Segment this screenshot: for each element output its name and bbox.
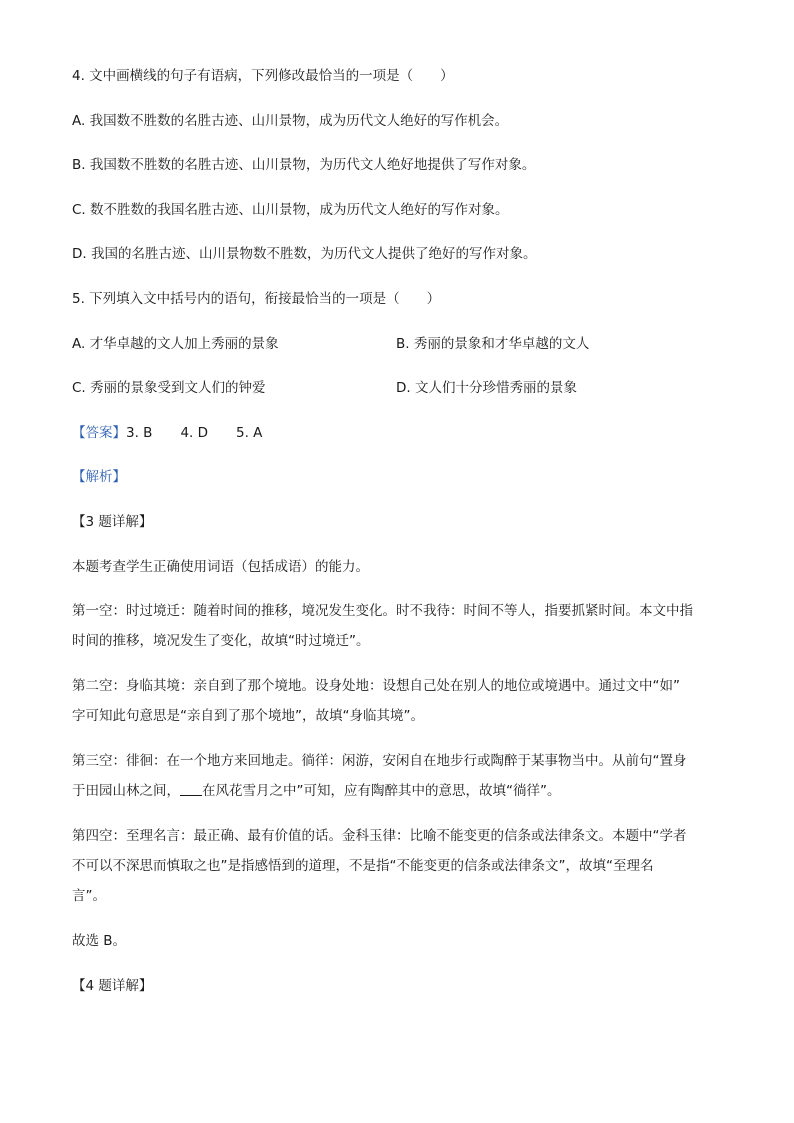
q5-option-b: B. 秀丽的景象和才华卓越的文人 (396, 336, 590, 352)
blank3-line2 (72, 781, 560, 801)
blank3-line2-pre: 于田园山林之间， (72, 783, 180, 799)
blank4-line2: 不可以不深思而慎取之也”是指感悟到的道理，不是指“不能变更的信条或法律条文”，故填“至理名 (72, 858, 654, 874)
fill-blank-underline (180, 781, 202, 796)
blank3-line1: 第三空：徘徊：在一个地方来回地走。徜徉：闲游，安闲自在地步行或陶醉于某事物当中。从前句“置身 (72, 753, 687, 769)
answer-item: 3. B (126, 425, 153, 441)
blank2-line2: 字可知此句意思是“亲自到了那个境地”，故填“身临其境”。 (72, 708, 424, 724)
q4-option-d: D. 我国的名胜古迹、山川景物数不胜数，为历代文人提供了绝好的写作对象。 (72, 246, 537, 262)
q3-detail-title: 【3 题详解】 (72, 514, 153, 530)
blank4-line3: 言”。 (72, 888, 106, 904)
answer-label: 【答案】 (72, 425, 126, 441)
analysis-label: 【解析】 (72, 469, 126, 485)
q4-detail-title: 【4 题详解】 (72, 978, 153, 994)
q4-option-a: A. 我国数不胜数的名胜古迹、山川景物，成为历代文人绝好的写作机会。 (72, 113, 509, 129)
q4-option-b: B. 我国数不胜数的名胜古迹、山川景物，为历代文人绝好地提供了写作对象。 (72, 157, 536, 173)
conclusion-text: 故选 B。 (72, 933, 127, 949)
q4-stem: 4. 文中画横线的句子有语病，下列修改最恰当的一项是（ ） (72, 68, 454, 84)
q5-option-a: A. 才华卓越的文人加上秀丽的景象 (72, 336, 279, 352)
q4-option-c: C. 数不胜数的我国名胜古迹、山川景物，成为历代文人绝好的写作对象。 (72, 202, 509, 218)
blank2-line1: 第二空：身临其境：亲自到了那个境地。设身处地：设想自己处在别人的地位或境遇中。通过文中“如” (72, 678, 680, 694)
answer-line (72, 423, 290, 443)
blank3-line2-post: 在风花雪月之中”可知，应有陶醉其中的意思，故填“徜徉”。 (202, 783, 561, 799)
blank1-line1: 第一空：时过境迁：随着时间的推移，境况发生变化。时不我待：时间不等人，指要抓紧时间。本文中指 (72, 603, 693, 619)
blank4-line1: 第四空：至理名言：最正确、最有价值的话。金科玉律：比喻不能变更的信条或法律条文。本题中“学者 (72, 828, 687, 844)
answer-item: 4. D (180, 425, 209, 441)
q5-stem: 5. 下列填入文中括号内的语句，衔接最恰当的一项是（ ） (72, 291, 441, 307)
answer-item: 5. A (236, 425, 263, 441)
q5-option-c: C. 秀丽的景象受到文人们的钟爱 (72, 380, 266, 396)
intro-text: 本题考查学生正确使用词语（包括成语）的能力。 (72, 559, 369, 575)
blank1-line2: 时间的推移，境况发生了变化，故填“时过境迁”。 (72, 633, 370, 649)
q5-option-d: D. 文人们十分珍惜秀丽的景象 (396, 380, 577, 396)
